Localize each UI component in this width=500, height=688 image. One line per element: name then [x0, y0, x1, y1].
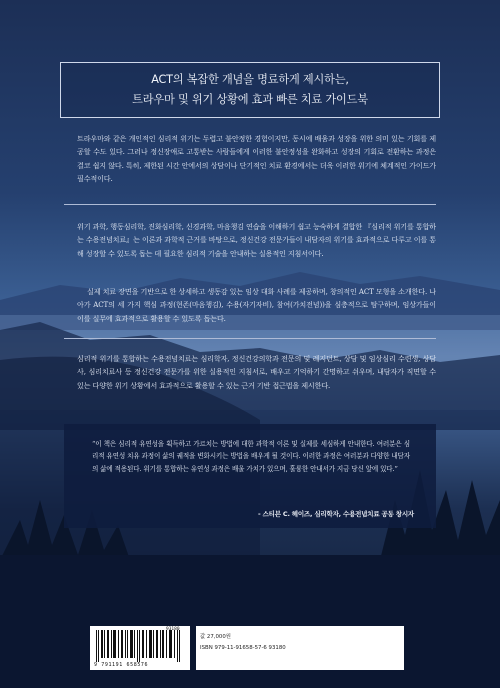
barcode-addon-code: 93180 [166, 627, 180, 632]
endorsement-quote: “이 책은 심리적 유연성을 획득하고 가르치는 방법에 대한 과학적 이론 및 실제를 세심하게 안내한다. 여러분은 심리적 유연성 치유 과정이 삶의 궤적을 변화시키는 방법을 배우게 될 것이다. 이러한 과정은 여러분과 다양한 내담자의 삶에 적용된다. 위기를 통합하는 유연성 과정은 배울 가치가 있으며, 훌륭한 안내서가 지금 당신 앞에 있다.” [92, 440, 410, 473]
paragraph-description: 위기 과학, 행동심리학, 진화심리학, 신경과학, 마음챙김 연습을 이해하기 쉽고 능숙하게 결합한 『심리적 위기를 통합하는 수용전념치료』는 이론과 과학적 근거를 바탕으로, 정신건강 전문가들이 내담자의 위기를 효과적으로 다루고 이를 통해 성장할 수 있도록 돕는 데 필요한 심리적 기술을 안내하는 실용적인 지침서이다. [77, 222, 436, 258]
endorsement-attribution: - 스티븐 C. 헤이즈, 심리학자, 수용전념치료 공동 창시자 [258, 510, 414, 518]
paragraph-audience: 심리적 위기를 통합하는 수용전념치료는 심리학자, 정신건강의학과 전문의 및 레지던트, 상담 및 임상심리 수련생, 상담사, 심리치료사 등 정신건강 전문가를 위한 실용적인 지침서로, 배우고 기억하기 간명하고 쉬우며, 내담자가 직면할 수 있는 다양한 위기 상황에서 효과적으로 활용할 수 있는 근거 기반 접근법을 제시한다. [77, 354, 436, 390]
divider-line [64, 204, 436, 205]
paragraph-intro: 트라우마와 같은 개인적인 심리적 위기는 두렵고 불안정한 경험이지만, 동시에 배움과 성장을 위한 의미 있는 기회를 제공할 수도 있다. 그러나 정신장애로 고통받는 사람들에게 이러한 불안정성을 완화하고 성장의 기회로 전환하는 과정은 결코 쉽지 않다. 특히, 제한된 시간 안에서의 상담이나 단기적인 치료 환경에서는 더욱 이러한 위기에 체계적인 가이드가 필수적이다. [77, 134, 436, 184]
barcode-number: 9 791191 658576 [94, 662, 149, 668]
headline-box [60, 62, 440, 118]
endorsement-box [64, 424, 436, 528]
divider-line [64, 338, 436, 339]
headline-line-1: ACT의 복잡한 개념을 명료하게 제시하는, [151, 73, 349, 86]
headline-line-2: 트라우마 및 위기 상황에 효과 빠른 치료 가이드북 [132, 93, 368, 106]
price-isbn-box [196, 626, 404, 670]
barcode-bars [94, 630, 186, 662]
paragraph-features: 실제 치료 장면을 기반으로 한 상세하고 생동감 있는 임상 대화 사례를 제공하며, 창의적인 ACT 모형을 소개한다. 나아가 ACT의 세 가지 핵심 과정(현존(마음챙김), 수용(자기자비), 참여(가치전념))을 심층적으로 탐구하며, 임상가들이 이를 실무에 효과적으로 활용할 수 있도록 돕는다. [77, 287, 436, 323]
isbn-label: ISBN 979-11-91658-57-6 93180 [200, 645, 286, 651]
price-label: 값 27,000원 [200, 634, 231, 640]
isbn-barcode [90, 626, 190, 670]
